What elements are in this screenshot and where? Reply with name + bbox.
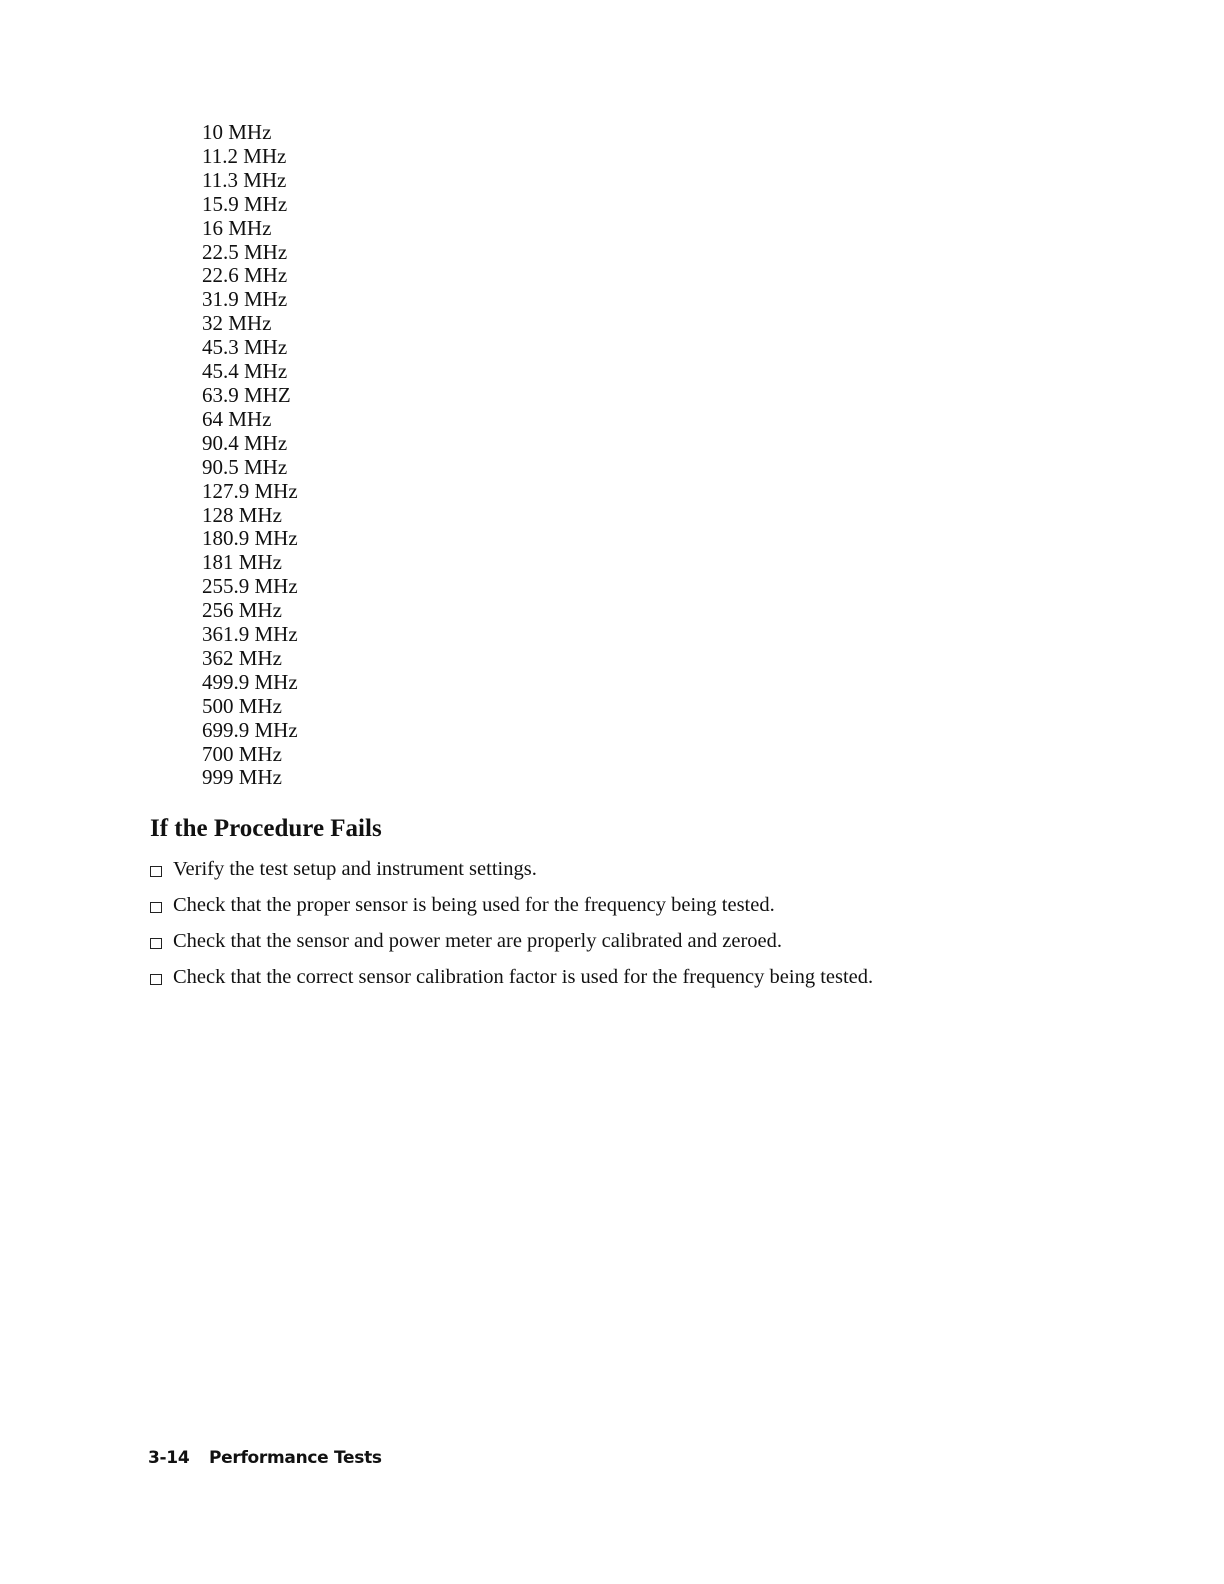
- footer-section-title: Performance Tests: [208, 1448, 382, 1468]
- frequency-item: 90.4 MHz: [202, 430, 288, 455]
- frequency-item: 362 MHz: [202, 645, 282, 670]
- checkbox-icon: [150, 866, 162, 877]
- frequency-list: [202, 121, 298, 790]
- frequency-item: 22.6 MHz: [202, 263, 288, 288]
- page-footer: [148, 1446, 382, 1470]
- frequency-item: 500 MHz: [202, 693, 282, 718]
- frequency-item: 11.2 MHz: [202, 143, 287, 168]
- frequency-item: 15.9 MHz: [202, 191, 288, 216]
- frequency-item: 90.5 MHz: [202, 454, 288, 479]
- frequency-item: 10 MHz: [202, 120, 272, 144]
- frequency-item: 256 MHz: [202, 598, 282, 623]
- checklist-item: [150, 855, 873, 883]
- frequency-item: 128 MHz: [202, 502, 282, 527]
- checkbox-icon: [150, 974, 162, 985]
- frequency-item: 499.9 MHz: [202, 669, 298, 694]
- frequency-item: 32 MHz: [202, 311, 272, 336]
- frequency-item: 63.9 MHZ: [202, 382, 291, 407]
- checklist-item-text: Check that the proper sensor is being used for the frequency being tested.: [173, 894, 775, 916]
- frequency-item: 64 MHz: [202, 406, 272, 431]
- checklist-item: [150, 891, 873, 919]
- frequency-item: 255.9 MHz: [202, 574, 298, 599]
- checklist-item: [150, 963, 873, 991]
- frequency-item: 180.9 MHz: [202, 526, 298, 551]
- troubleshooting-checklist: [150, 855, 873, 999]
- checklist-item-text: Check that the correct sensor calibration factor is used for the frequency being tested.: [173, 966, 874, 988]
- frequency-item: 699.9 MHz: [202, 717, 298, 742]
- frequency-item: 22.5 MHz: [202, 239, 288, 264]
- frequency-item: 361.9 MHz: [202, 622, 298, 647]
- frequency-item: 31.9 MHz: [202, 287, 288, 312]
- frequency-item: 45.3 MHz: [202, 335, 288, 360]
- frequency-item: 127.9 MHz: [202, 478, 298, 503]
- frequency-item: 181 MHz: [202, 550, 282, 575]
- checkbox-icon: [150, 938, 162, 949]
- frequency-item: 999 MHz: [202, 765, 282, 790]
- frequency-item: 45.4 MHz: [202, 359, 288, 384]
- section-heading: If the Procedure Fails: [150, 815, 382, 842]
- checklist-item: [150, 927, 873, 955]
- frequency-item: 11.3 MHz: [202, 167, 287, 192]
- checkbox-icon: [150, 902, 162, 913]
- checklist-item-text: Check that the sensor and power meter are properly calibrated and zeroed.: [173, 930, 783, 952]
- page-number: 3-14: [148, 1448, 190, 1468]
- checklist-item-text: Verify the test setup and instrument settings.: [173, 858, 537, 880]
- frequency-item: 16 MHz: [202, 215, 272, 240]
- frequency-item: 700 MHz: [202, 741, 282, 766]
